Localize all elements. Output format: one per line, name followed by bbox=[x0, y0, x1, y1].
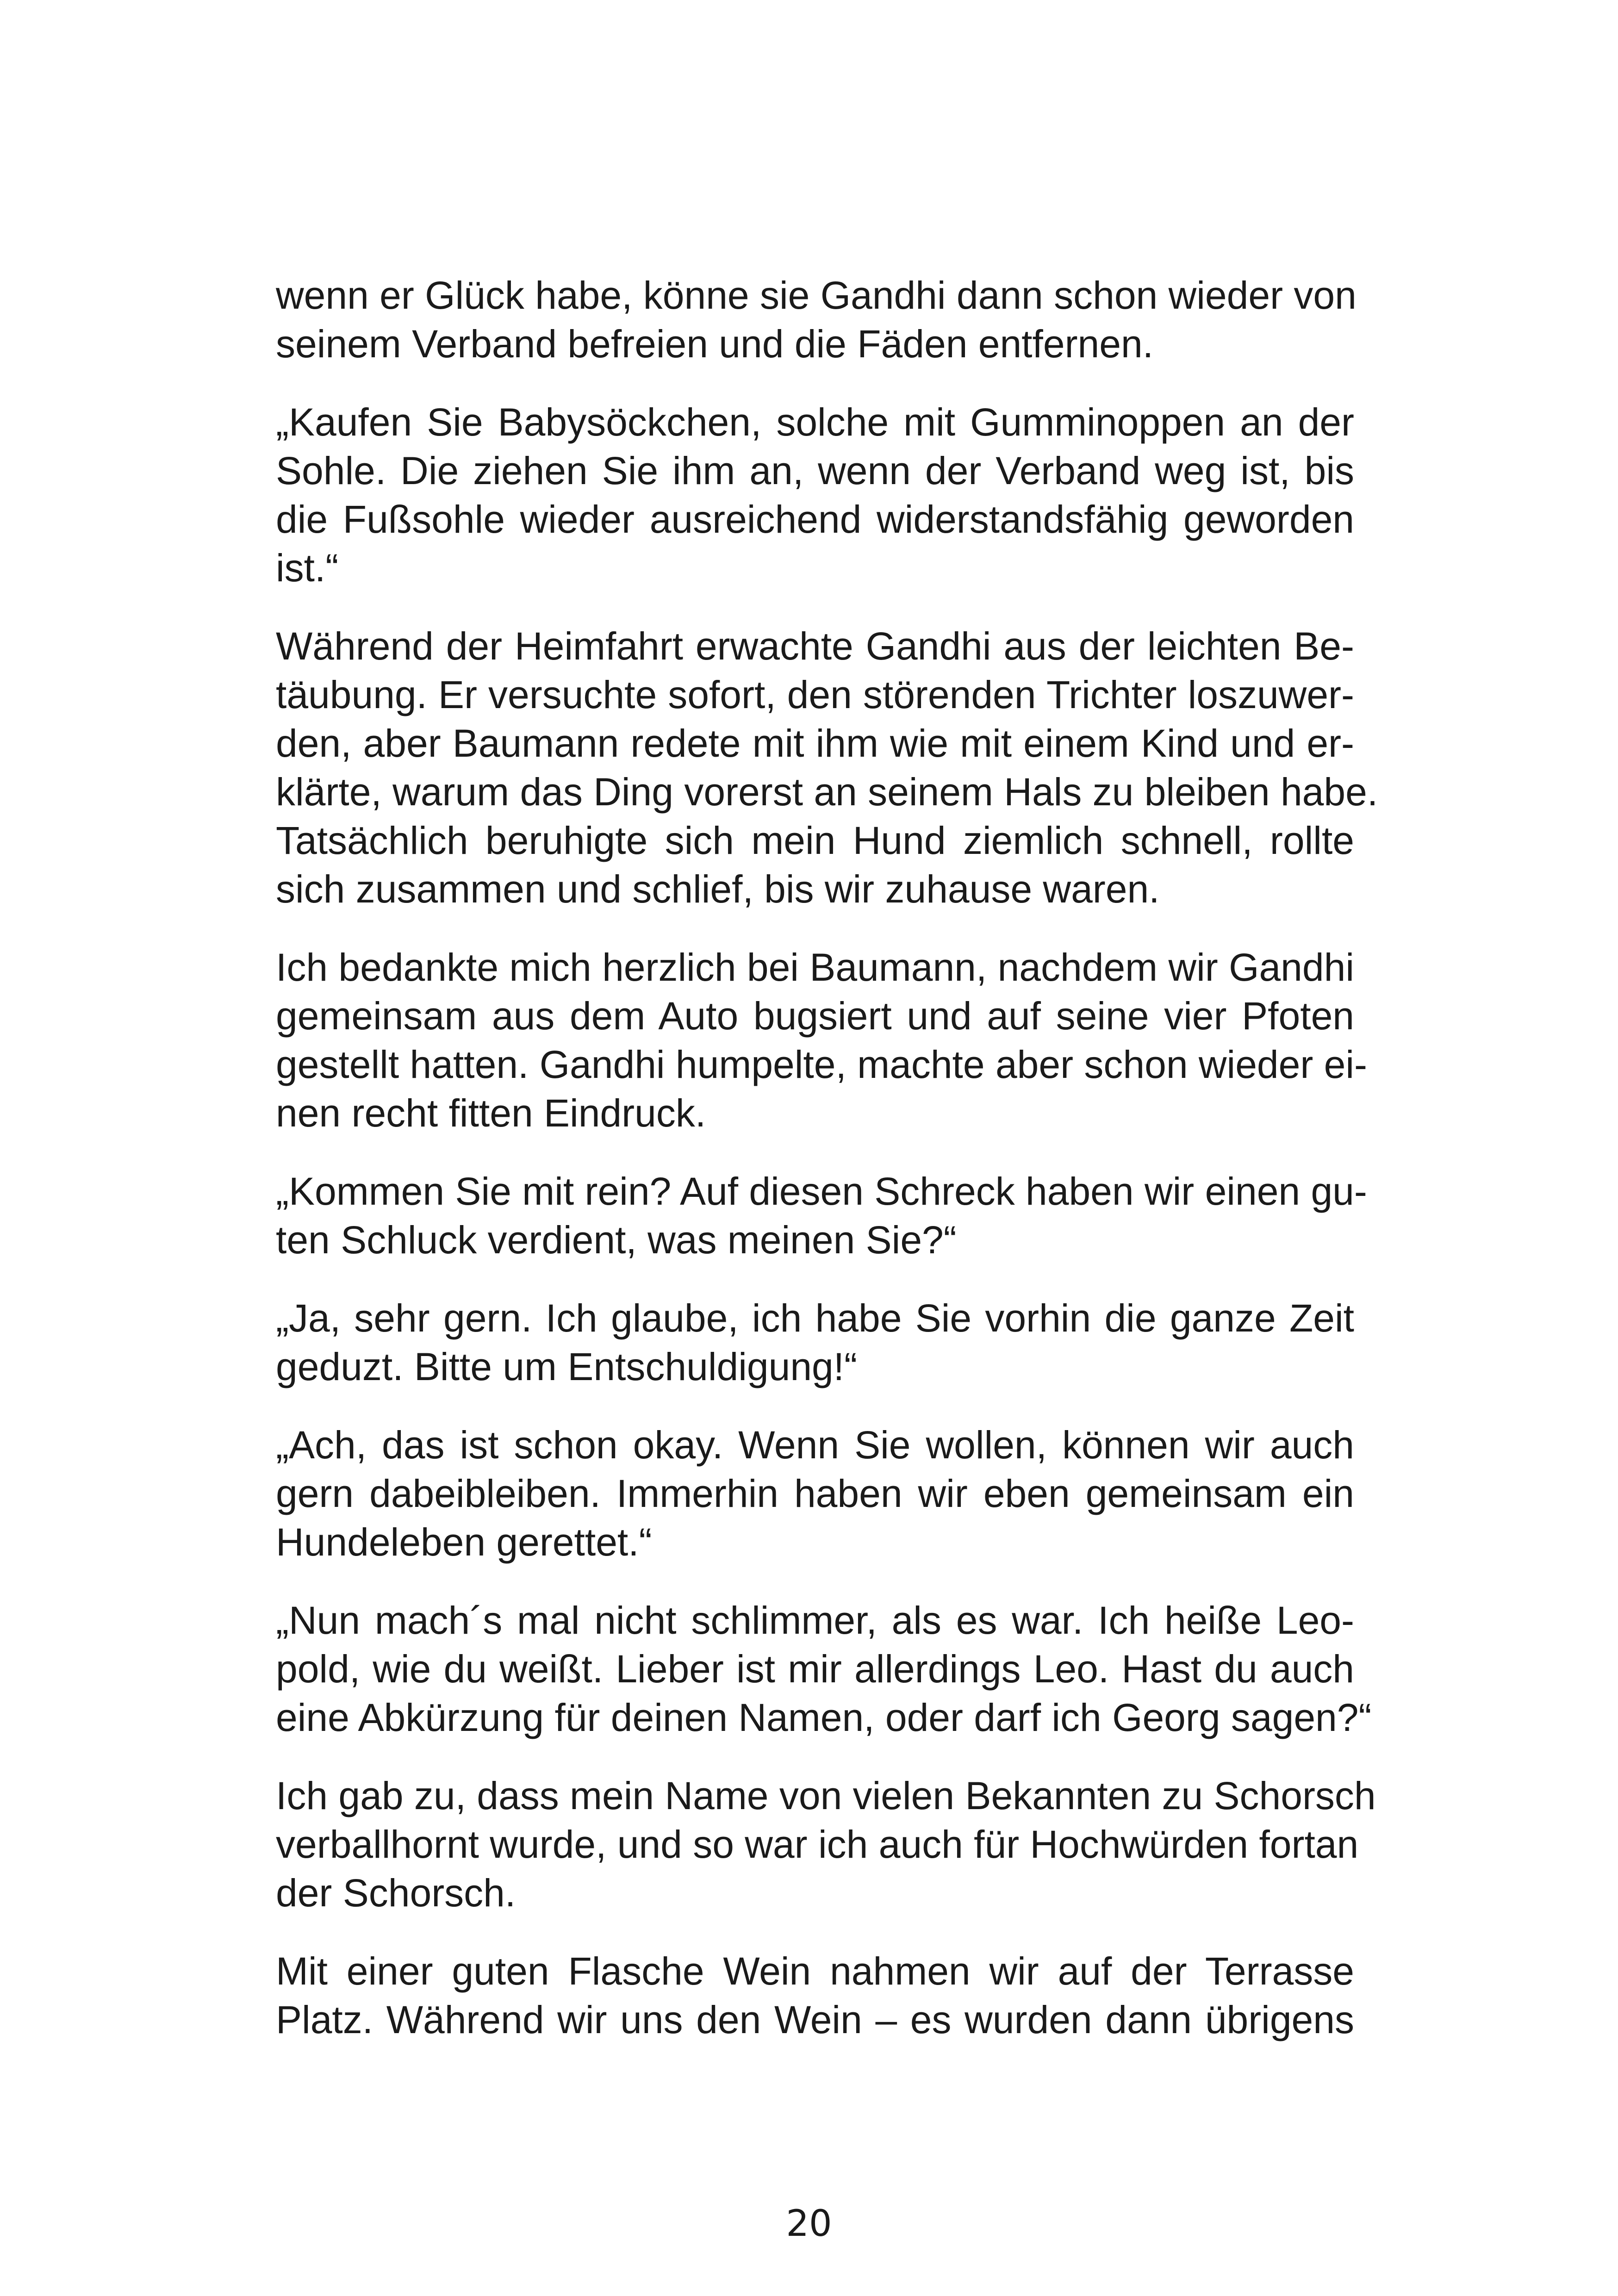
text-line: Während der Heimfahrt erwachte Gandhi aus der leichten Be- bbox=[276, 624, 1354, 668]
paragraph bbox=[276, 1596, 1372, 1742]
text-line: gemeinsam aus dem Auto bugsiert und auf seine vier Pfoten bbox=[276, 994, 1354, 1038]
paragraph bbox=[276, 271, 1357, 368]
text-line: geduzt. Bitte um Entschuldigung!“ bbox=[276, 1345, 858, 1388]
paragraph bbox=[276, 1772, 1376, 1917]
text-line: seinem Verband befreien und die Fäden entfernen. bbox=[276, 322, 1154, 366]
text-line: Mit einer guten Flasche Wein nahmen wir auf der Terrasse bbox=[276, 1949, 1354, 1993]
paragraph bbox=[276, 1294, 1354, 1391]
text-line: täubung. Er versuchte sofort, den störenden Trichter loszuwer- bbox=[276, 673, 1354, 716]
text-line: gestellt hatten. Gandhi humpelte, machte aber schon wieder ei- bbox=[276, 1043, 1368, 1086]
text-line: den, aber Baumann redete mit ihm wie mit einem Kind und er- bbox=[276, 722, 1354, 765]
paragraph bbox=[276, 1421, 1354, 1567]
text-line: „Kommen Sie mit rein? Auf diesen Schreck haben wir einen gu- bbox=[276, 1170, 1367, 1213]
text-line: ten Schluck verdient, was meinen Sie?“ bbox=[276, 1218, 957, 1262]
text-line: gern dabeibleiben. Immerhin haben wir eben gemeinsam ein bbox=[276, 1472, 1354, 1515]
paragraph bbox=[276, 943, 1368, 1138]
paragraph bbox=[276, 1167, 1367, 1264]
text-line: die Fußsohle wieder ausreichend widerstandsfähig geworden bbox=[276, 498, 1354, 541]
text-line: Sohle. Die ziehen Sie ihm an, wenn der Verband weg ist, bis bbox=[276, 449, 1354, 492]
body-text bbox=[276, 271, 1378, 2074]
paragraph bbox=[276, 398, 1354, 592]
paragraph bbox=[276, 622, 1378, 914]
text-line: „Ach, das ist schon okay. Wenn Sie wollen, können wir auch bbox=[276, 1423, 1354, 1467]
text-line: Tatsächlich beruhigte sich mein Hund ziemlich schnell, rollte bbox=[276, 819, 1354, 862]
text-line: Ich bedankte mich herzlich bei Baumann, nachdem wir Gandhi bbox=[276, 946, 1354, 989]
text-line: ist.“ bbox=[276, 546, 339, 590]
text-line: eine Abkürzung für deinen Namen, oder darf ich Georg sagen?“ bbox=[276, 1696, 1372, 1739]
text-line: Hundeleben gerettet.“ bbox=[276, 1520, 652, 1564]
text-line: pold, wie du weißt. Lieber ist mir allerdings Leo. Hast du auch bbox=[276, 1647, 1354, 1691]
page-number: 20 bbox=[786, 2203, 832, 2245]
text-line: wenn er Glück habe, könne sie Gandhi dann schon wieder von bbox=[276, 274, 1357, 317]
text-line: „Kaufen Sie Babysöckchen, solche mit Gumminoppen an der bbox=[276, 400, 1354, 444]
text-line: verballhornt wurde, und so war ich auch für Hochwürden fortan bbox=[276, 1823, 1359, 1866]
text-line: klärte, warum das Ding vorerst an seinem Hals zu bleiben habe. bbox=[276, 770, 1378, 814]
text-line: der Schorsch. bbox=[276, 1871, 516, 1915]
text-line: Platz. Während wir uns den Wein – es wurden dann übrigens bbox=[276, 1998, 1354, 2041]
text-line: sich zusammen und schlief, bis wir zuhause waren. bbox=[276, 867, 1160, 911]
text-line: „Ja, sehr gern. Ich glaube, ich habe Sie vorhin die ganze Zeit bbox=[276, 1296, 1354, 1340]
paragraph bbox=[276, 1947, 1354, 2044]
text-line: nen recht fitten Eindruck. bbox=[276, 1091, 706, 1135]
text-line: Ich gab zu, dass mein Name von vielen Bekannten zu Schorsch bbox=[276, 1774, 1376, 1817]
text-line: „Nun mach´s mal nicht schlimmer, als es war. Ich heiße Leo- bbox=[276, 1599, 1354, 1642]
